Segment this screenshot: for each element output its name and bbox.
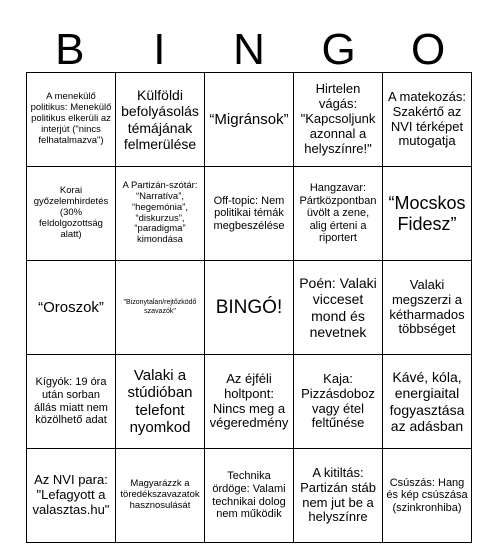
bingo-cell[interactable]: A menekülő politikus: Menekülő politikus elkerüli az interjút ("nincs felhatalmazva") xyxy=(27,73,116,167)
bingo-cell[interactable]: A matekozás: Szakértő az NVI térképet mutogatja xyxy=(383,73,472,167)
bingo-row xyxy=(27,355,472,449)
bingo-cell[interactable]: A kitiltás: Partizán stáb nem jut be a helyszínre xyxy=(294,449,383,543)
bingo-cell[interactable]: “Migránsok” xyxy=(205,73,294,167)
bingo-cell[interactable]: Korai győzelemhirdetés (30% feldolgozottság alatt) xyxy=(27,167,116,261)
bingo-cell[interactable]: Külföldi befolyásolás témájának felmerülése xyxy=(116,73,205,167)
bingo-cell[interactable]: "Bizonytalan/rejtőzködő szavazók" xyxy=(116,261,205,355)
bingo-cell[interactable]: Kaja: Pizzásdoboz vagy étel feltűnése xyxy=(294,355,383,449)
header-letter-i: I xyxy=(153,25,168,74)
bingo-cell[interactable]: Valaki megszerzi a kétharmados többséget xyxy=(383,261,472,355)
header-letter-n: N xyxy=(233,25,267,74)
bingo-cell[interactable]: Hangzavar: Pártközpontban üvölt a zene, alig érteni a riportert xyxy=(294,167,383,261)
header-letter-g: G xyxy=(321,25,358,74)
header-letter-o: O xyxy=(411,25,448,74)
bingo-row xyxy=(27,261,472,355)
header-letter-b: B xyxy=(55,25,87,74)
bingo-row xyxy=(27,73,472,167)
bingo-cell[interactable]: Technika ördöge: Valami technikai dolog nem működik xyxy=(205,449,294,543)
bingo-cell[interactable]: Csúszás: Hang és kép csúszása (szinkronhiba) xyxy=(383,449,472,543)
bingo-cell[interactable]: Az NVI para: "Lefagyott a valasztas.hu" xyxy=(27,449,116,543)
bingo-cell[interactable]: Magyarázzk a töredékszavazatok hasznosulását xyxy=(116,449,205,543)
bingo-cell[interactable]: Valaki a stúdióban telefont nyomkod xyxy=(116,355,205,449)
bingo-cell[interactable]: “Oroszok” xyxy=(27,261,116,355)
bingo-row xyxy=(27,449,472,543)
bingo-cell[interactable]: Az éjféli holtpont: Nincs meg a végeredmény xyxy=(205,355,294,449)
bingo-cell[interactable]: A Partizán-szótár: “Narratíva”, “hegemónia”, “diskurzus”, “paradigma” kimondása xyxy=(116,167,205,261)
free-space-cell[interactable]: BINGÓ! xyxy=(205,261,294,355)
bingo-cell[interactable]: “Mocskos Fidesz” xyxy=(383,167,472,261)
bingo-row xyxy=(27,167,472,261)
bingo-cell[interactable]: Kígyók: 19 óra után sorban állás miatt nem közölhető adat xyxy=(27,355,116,449)
bingo-cell[interactable]: Off-topic: Nem politikai témák megbeszélése xyxy=(205,167,294,261)
bingo-header xyxy=(26,25,474,74)
bingo-cell[interactable]: Kávé, kóla, energiaital fogyasztása az adásban xyxy=(383,355,472,449)
bingo-cell[interactable]: Poén: Valaki vicceset mond és nevetnek xyxy=(294,261,383,355)
bingo-cell[interactable]: Hirtelen vágás: "Kapcsoljunk azonnal a helyszínre!" xyxy=(294,73,383,167)
bingo-grid xyxy=(26,72,472,543)
